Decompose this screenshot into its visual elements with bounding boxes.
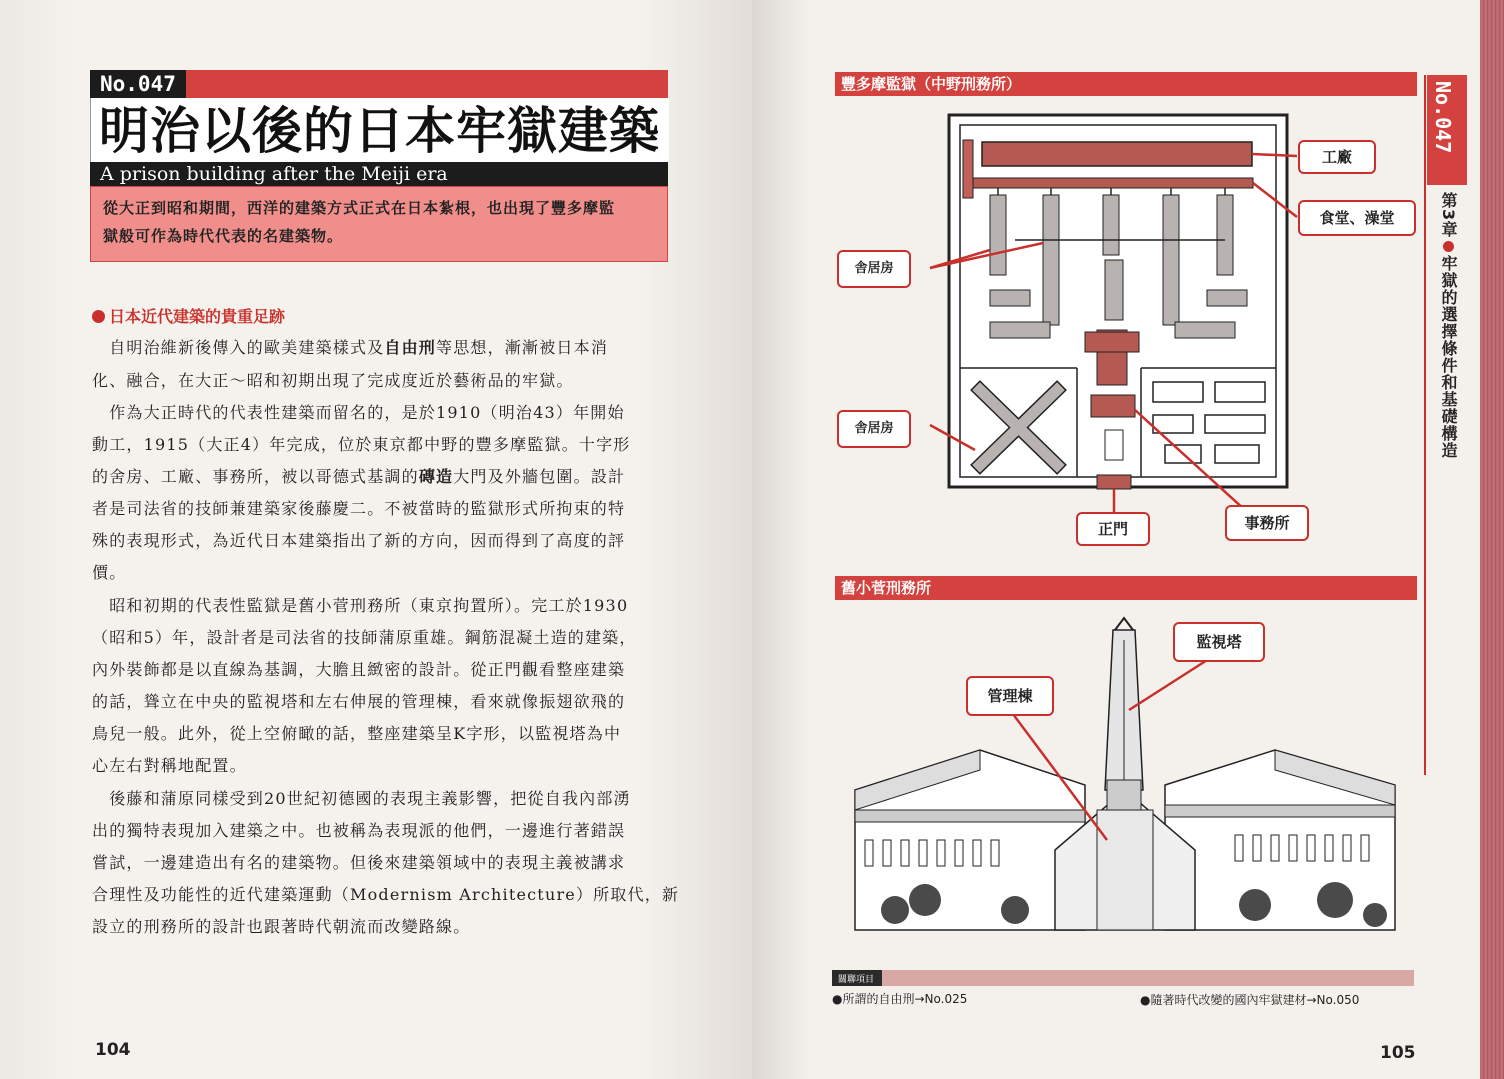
reference-link-left[interactable]: ●所謂的自由刑→No.025	[832, 992, 968, 1006]
title-block	[90, 70, 668, 264]
label-tower: 監視塔	[1173, 622, 1265, 662]
body-line: 者是司法省的技師兼建築家後藤慶二。不被當時的監獄形式所拘束的特	[92, 499, 626, 518]
page-number-right: 105	[1380, 1043, 1416, 1063]
reference-tag: 關聯項目	[832, 970, 882, 986]
bullet-dot-icon	[92, 310, 105, 323]
page-number-left: 104	[95, 1040, 131, 1060]
side-tab	[1427, 75, 1467, 185]
label-factory: 工廠	[1298, 140, 1376, 174]
figure1-title: 豐多摩監獄（中野刑務所）	[841, 75, 1022, 93]
figure2-building-illustration	[835, 610, 1415, 950]
summary-line: 獄般可作為時代代表的名建築物。	[103, 227, 344, 245]
figure2-title-bar	[835, 576, 1417, 600]
body-line: 動工，1915（大正4）年完成，位於東京都中野的豐多摩監獄。十字形	[92, 435, 631, 454]
body-line: 內外裝飾都是以直線為基調，大膽且緻密的設計。從正門觀看整座建築	[92, 660, 626, 679]
label-dining: 食堂、澡堂	[1298, 200, 1416, 236]
side-number: No.047	[1431, 81, 1455, 154]
body-line: 合理性及功能性的近代建築運動（Modernism Architecture）所取代，新	[92, 885, 680, 904]
page-title: 明治以後的日本牢獄建築	[99, 102, 660, 160]
figure2-title: 舊小菅刑務所	[841, 579, 932, 597]
figure1-title-bar	[835, 72, 1417, 96]
body-line: 鳥兒一般。此外，從上空俯瞰的話，整座建築呈K字形，以監視塔為中	[92, 724, 622, 743]
body-line: 出的獨特表現加入建築之中。也被稱為表現派的他們，一邊進行著錯誤	[92, 821, 626, 840]
section-heading: 日本近代建築的貴重足跡	[92, 304, 285, 327]
body-line: 的舍房、工廠、事務所，被以哥德式基調的磚造大門及外牆包圍。設計	[92, 467, 626, 486]
label-cells-bottom: 舎居房	[837, 410, 911, 448]
body-line: （昭和5）年，設計者是司法省的技師蒲原重雄。鋼筋混凝土造的建築，	[92, 628, 637, 647]
body-line: 價。	[92, 563, 127, 582]
entry-number: No.047	[90, 70, 186, 98]
body-line: 昭和初期的代表性監獄是舊小菅刑務所（東京拘置所）。完工於1930	[92, 596, 629, 615]
reference-bar	[832, 970, 1414, 986]
chapter-label: 第3章牢獄的選擇條件和基礎構造	[1439, 192, 1458, 460]
body-line: 作為大正時代的代表性建築而留名的，是於1910（明治43）年開始	[92, 403, 625, 422]
body-line: 嘗試，一邊建造出有名的建築物。但後來建築領域中的表現主義被講求	[92, 853, 626, 872]
body-line: 心左右對稱地配置。	[92, 756, 247, 775]
bullet-dot-icon	[1443, 241, 1454, 252]
body-line: 設立的刑務所的設計也跟著時代朝流而改變路線。	[92, 917, 471, 936]
body-line: 後藤和蒲原同樣受到20世紀初德國的表現主義影響，把從自我內部湧	[92, 789, 631, 808]
summary-line: 從大正到昭和期間，西洋的建築方式正式在日本紮根，也出現了豐多摩監	[103, 199, 616, 217]
english-subtitle-bar	[90, 162, 668, 186]
label-admin: 管理棟	[966, 676, 1054, 716]
body-line: 化、融合，在大正～昭和初期出現了完成度近於藝術品的牢獄。	[92, 371, 574, 390]
page-edges	[1480, 0, 1504, 1079]
label-cells-top: 舎居房	[837, 250, 911, 288]
title-panel	[90, 98, 669, 162]
label-office: 事務所	[1225, 505, 1309, 541]
body-line: 自明治維新後傳入的歐美建築樣式及自由刑等思想，漸漸被日本消	[92, 338, 609, 357]
english-subtitle: A prison building after the Meiji era	[100, 163, 448, 185]
body-line: 的話，聳立在中央的監視塔和左右伸展的管理棟，看來就像振翅欲飛的	[92, 692, 626, 711]
summary-box	[90, 186, 668, 262]
body-line: 殊的表現形式，為近代日本建築指出了新的方向，因而得到了高度的評	[92, 531, 626, 550]
reference-link-right[interactable]: ●隨著時代改變的國內牢獄建材→No.050	[1140, 993, 1360, 1007]
label-gate: 正門	[1076, 512, 1150, 546]
